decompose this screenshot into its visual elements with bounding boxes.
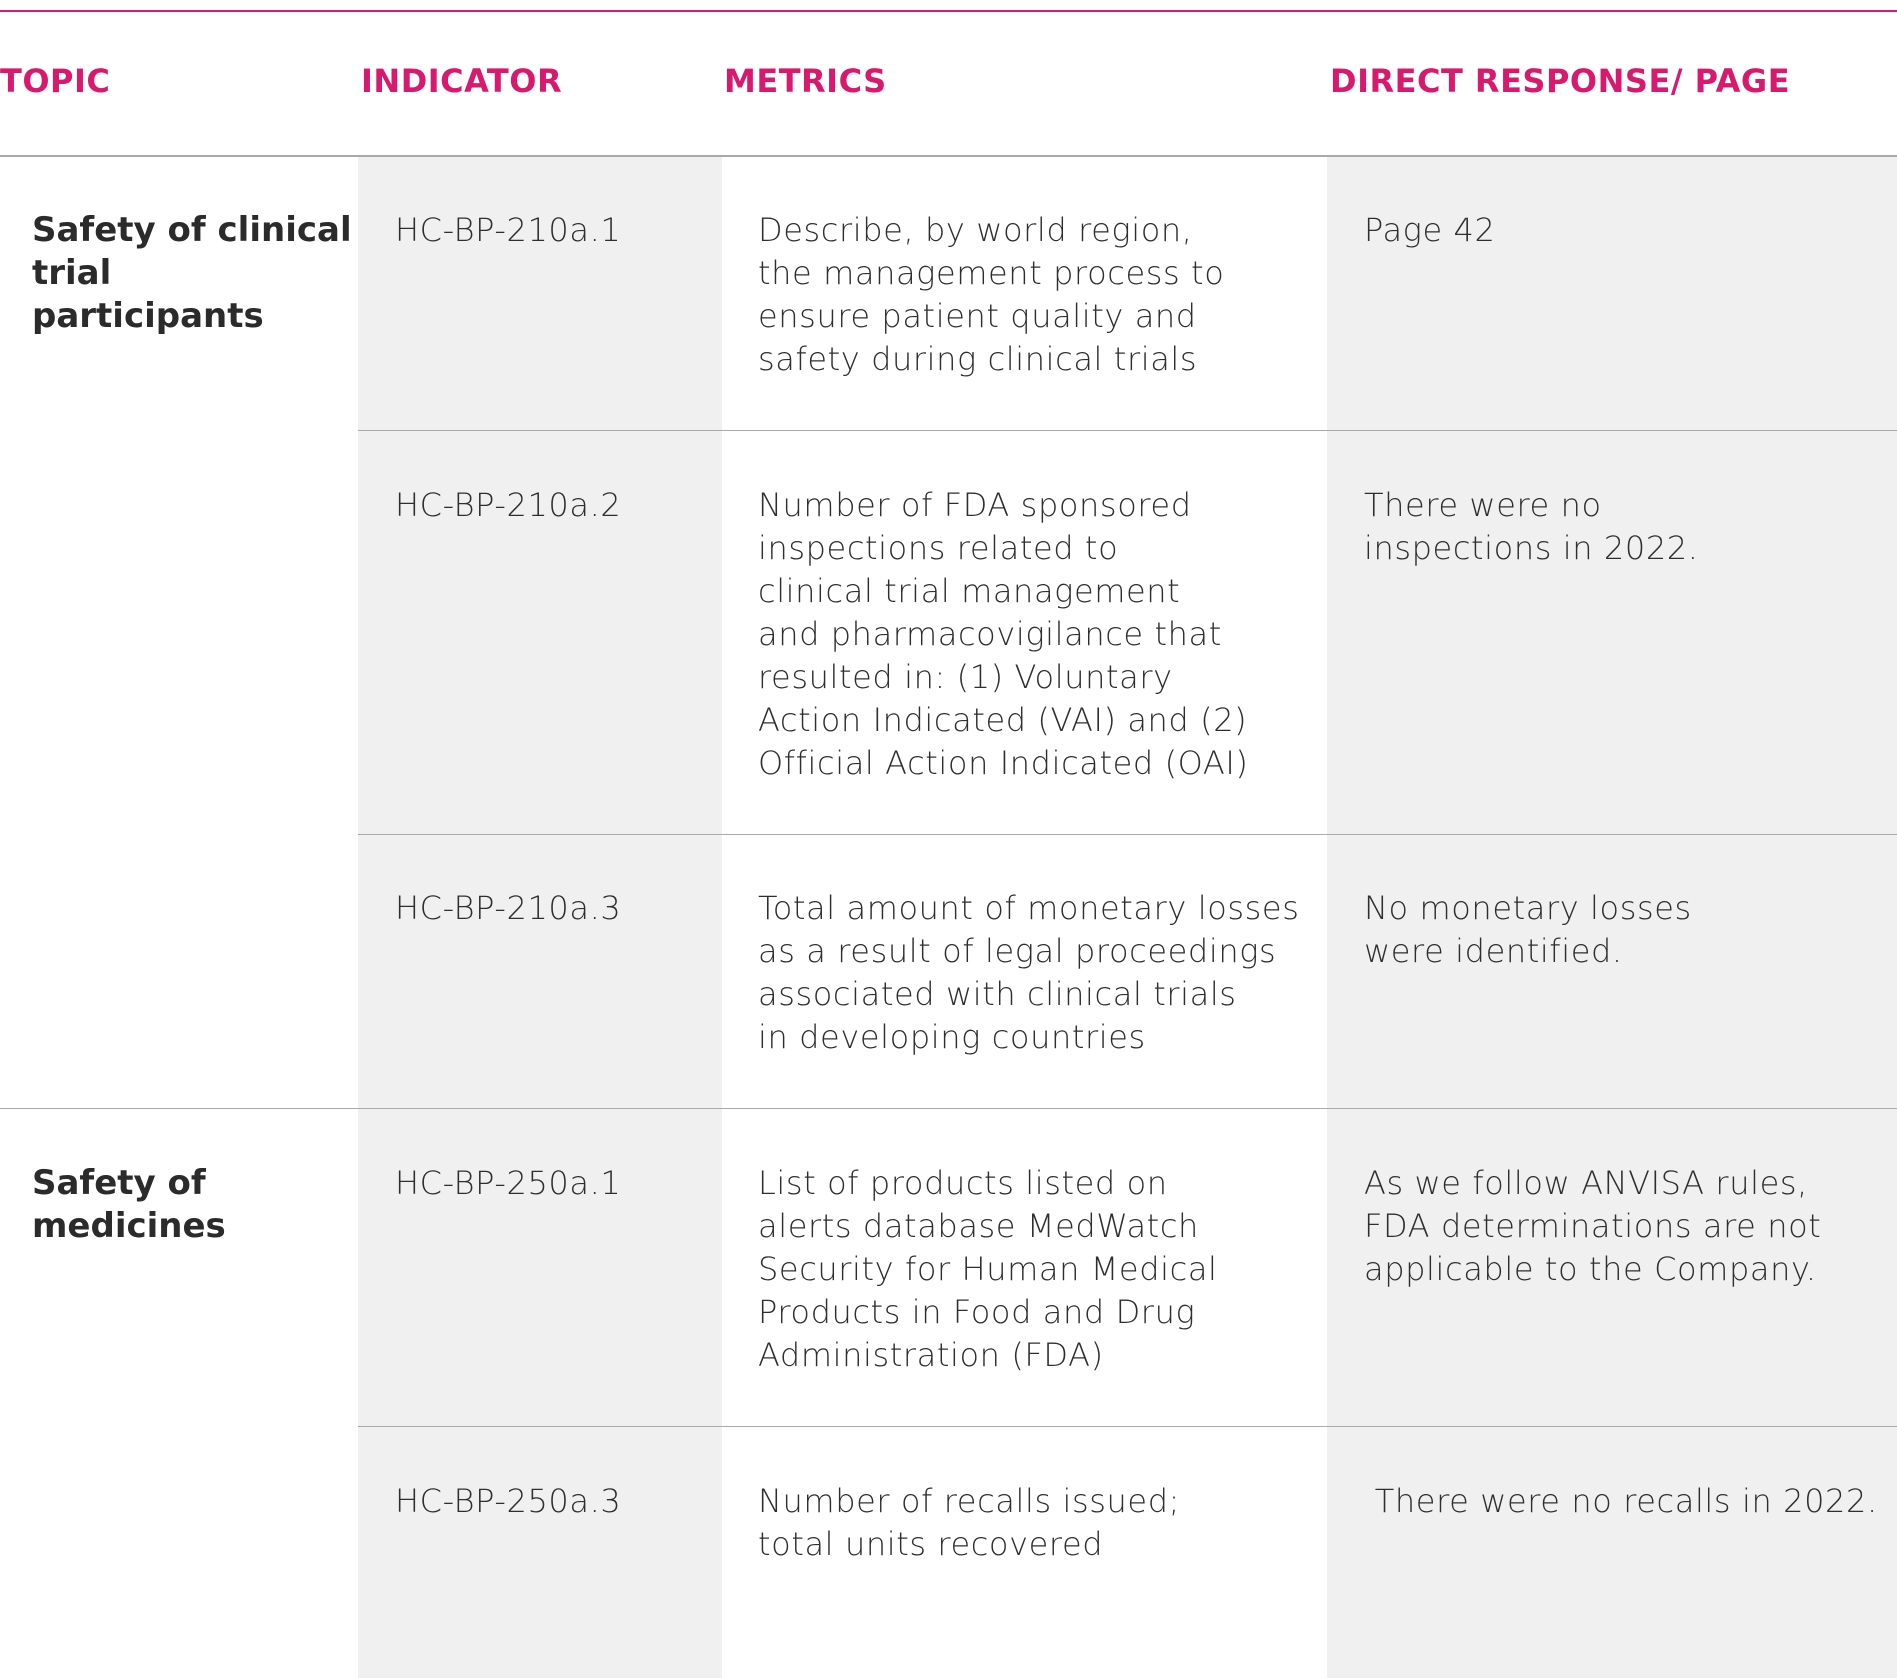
row-divider bbox=[358, 1426, 1897, 1427]
indicator-code: HC-BP-250a.3 bbox=[395, 1482, 622, 1520]
indicator-code: HC-BP-250a.1 bbox=[395, 1164, 622, 1202]
group-divider bbox=[0, 1108, 1897, 1109]
header-topic: TOPIC bbox=[0, 62, 111, 100]
metric-text: Number of recalls issued; total units recovered bbox=[758, 1482, 1180, 1563]
response-text: As we follow ANVISA rules, FDA determinations are not applicable to the Company. bbox=[1364, 1164, 1822, 1288]
topic-label: Safety of clinical trial participants bbox=[32, 210, 352, 336]
header-metrics: METRICS bbox=[724, 62, 887, 100]
response-text: Page 42 bbox=[1364, 211, 1496, 249]
indicator-code: HC-BP-210a.1 bbox=[395, 211, 622, 249]
row-divider bbox=[358, 834, 1897, 835]
indicator-code: HC-BP-210a.2 bbox=[395, 486, 622, 524]
response-text: There were no recalls in 2022. bbox=[1364, 1482, 1878, 1520]
header-indicator: INDICATOR bbox=[361, 62, 563, 100]
metric-text: Describe, by world region, the management process to ensure patient quality and safety during clinical trials bbox=[758, 211, 1225, 378]
topic-label: Safety of medicines bbox=[32, 1163, 226, 1246]
response-text: No monetary losses were identified. bbox=[1364, 889, 1692, 970]
top-accent-rule bbox=[0, 10, 1897, 12]
header-response: DIRECT RESPONSE/ PAGE bbox=[1330, 62, 1791, 100]
metric-text: Total amount of monetary losses as a result of legal proceedings associated with clinical trials in developing countries bbox=[758, 889, 1300, 1056]
response-text: There were no inspections in 2022. bbox=[1364, 486, 1699, 567]
metric-text: Number of FDA sponsored inspections related to clinical trial management and pharmacovigilance that resulted in: (1) Voluntary Action Indicated (VAI) and (2) Official Action Indicated (OAI) bbox=[758, 486, 1249, 782]
indicator-code: HC-BP-210a.3 bbox=[395, 889, 622, 927]
metric-text: List of products listed on alerts database MedWatch Security for Human Medical Products in Food and Drug Administration (FDA) bbox=[758, 1164, 1218, 1374]
row-divider bbox=[358, 430, 1897, 431]
